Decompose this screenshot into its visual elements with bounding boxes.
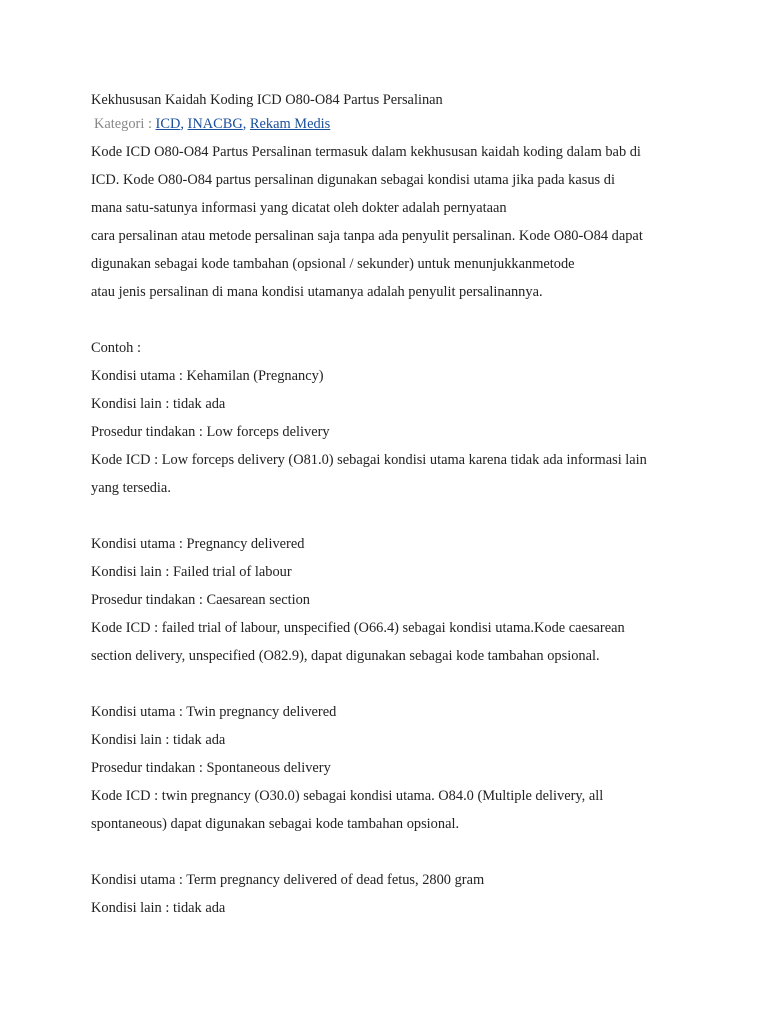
example-heading: Contoh :: [91, 340, 141, 356]
example-line: Kondisi lain : tidak ada: [91, 396, 226, 412]
category-link-rekam-medis[interactable]: Rekam Medis: [249, 116, 331, 132]
category-link-icd[interactable]: ICD: [155, 116, 181, 132]
example-block-4: [91, 870, 691, 926]
example-line: Kode ICD : twin pregnancy (O30.0) sebagai kondisi utama. O84.0 (Multiple delivery, all: [91, 788, 604, 804]
example-block-1: [91, 366, 691, 506]
example-line: Prosedur tindakan : Caesarean section: [91, 592, 310, 608]
example-line: section delivery, unspecified (O82.9), dapat digunakan sebagai kode tambahan opsional.: [91, 648, 600, 664]
intro-paragraph: [91, 142, 691, 310]
example-line: Kondisi lain : Failed trial of labour: [91, 564, 292, 580]
example-line: Prosedur tindakan : Low forceps delivery: [91, 424, 330, 440]
spacer: [91, 842, 691, 870]
category-label: Kategori :: [94, 116, 156, 132]
category-row: [94, 116, 330, 133]
intro-line: atau jenis persalinan di mana kondisi utamanya adalah penyulit persalinannya.: [91, 284, 543, 300]
intro-line: Kode ICD O80-O84 Partus Persalinan termasuk dalam kekhususan kaidah koding dalam bab di: [91, 144, 641, 160]
example-line: Kondisi utama : Twin pregnancy delivered: [91, 704, 337, 720]
example-line: Prosedur tindakan : Spontaneous delivery: [91, 760, 331, 776]
example-block-2: [91, 534, 691, 674]
intro-line: ICD. Kode O80-O84 partus persalinan digunakan sebagai kondisi utama jika pada kasus di: [91, 172, 615, 188]
intro-line: cara persalinan atau metode persalinan saja tanpa ada penyulit persalinan. Kode O80-O84 dapat: [91, 228, 643, 244]
spacer: [91, 506, 691, 534]
example-line: Kondisi utama : Term pregnancy delivered of dead fetus, 2800 gram: [91, 872, 485, 888]
spacer: [91, 310, 691, 338]
intro-line: mana satu-satunya informasi yang dicatat oleh dokter adalah pernyataan: [91, 200, 507, 216]
intro-line: digunakan sebagai kode tambahan (opsional / sekunder) untuk menunjukkanmetode: [91, 256, 575, 272]
example-line: spontaneous) dapat digunakan sebagai kode tambahan opsional.: [91, 816, 460, 832]
category-separator: ,: [242, 116, 250, 132]
example-line: Kondisi lain : tidak ada: [91, 900, 226, 916]
example-line: Kode ICD : failed trial of labour, unspecified (O66.4) sebagai kondisi utama.Kode caesarean: [91, 620, 625, 636]
example-line: yang tersedia.: [91, 480, 171, 496]
article-body: [91, 142, 691, 926]
example-line: Kondisi utama : Pregnancy delivered: [91, 536, 305, 552]
spacer: [91, 674, 691, 702]
category-separator: ,: [180, 116, 188, 132]
page-title: Kekhususan Kaidah Koding ICD O80-O84 Partus Persalinan: [91, 92, 443, 108]
category-link-inacbg[interactable]: INACBG: [187, 116, 243, 132]
example-line: Kode ICD : Low forceps delivery (O81.0) sebagai kondisi utama karena tidak ada informasi lain: [91, 452, 647, 468]
example-line: Kondisi utama : Kehamilan (Pregnancy): [91, 368, 324, 384]
example-line: Kondisi lain : tidak ada: [91, 732, 226, 748]
example-block-3: [91, 702, 691, 842]
